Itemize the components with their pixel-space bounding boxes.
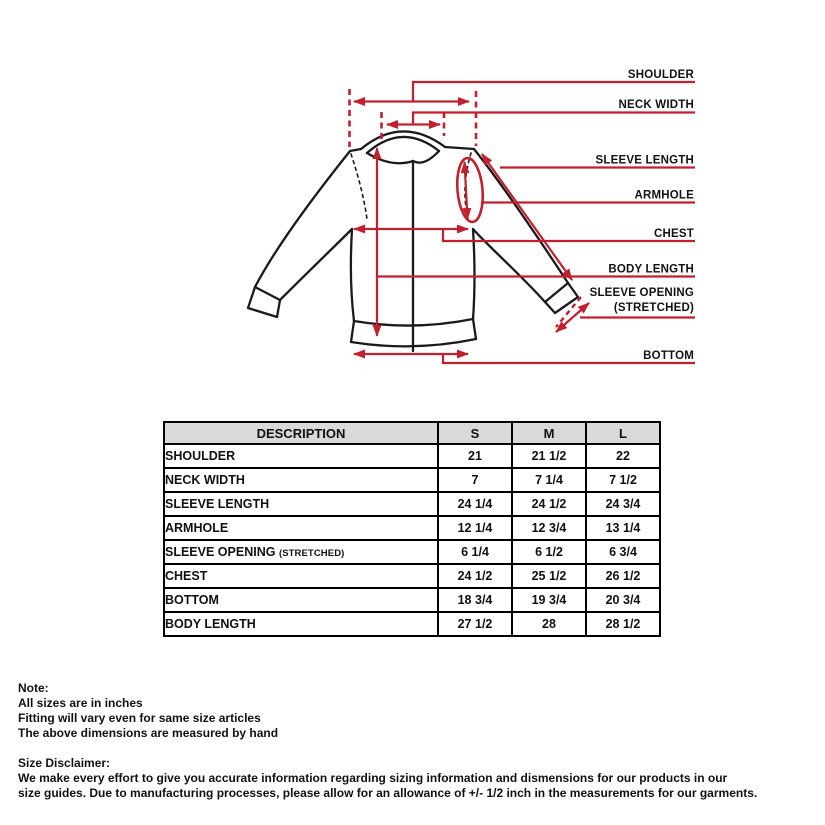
cell-s: 12 1/4 — [438, 516, 512, 540]
cell-m: 19 3/4 — [512, 588, 586, 612]
cell-m: 7 1/4 — [512, 468, 586, 492]
cell-m: 24 1/2 — [512, 492, 586, 516]
cell-s: 21 — [438, 444, 512, 468]
cell-l: 7 1/2 — [586, 468, 660, 492]
cell-l: 28 1/2 — [586, 612, 660, 636]
armhole-label: ARMHOLE — [634, 189, 694, 202]
note-title: Note: — [18, 681, 49, 695]
cell-s: 6 1/4 — [438, 540, 512, 564]
cell-s: 7 — [438, 468, 512, 492]
cell-m: 21 1/2 — [512, 444, 586, 468]
sleeve-length-label: SLEEVE LENGTH — [595, 154, 694, 167]
spacer — [18, 741, 808, 756]
row-label: SLEEVE LENGTH — [165, 497, 270, 511]
table-row — [164, 540, 660, 564]
cell-l: 20 3/4 — [586, 588, 660, 612]
note-line: Fitting will vary even for same size articles — [18, 711, 261, 725]
col-header-l: L — [586, 422, 660, 444]
row-label: SHOULDER — [165, 449, 236, 463]
cell-m: 28 — [512, 612, 586, 636]
table-row — [164, 492, 660, 516]
armhole-arrow — [465, 162, 468, 219]
row-label: BOTTOM — [165, 593, 219, 607]
cell-s: 27 1/2 — [438, 612, 512, 636]
table-row — [164, 468, 660, 492]
jacket-measurement-diagram — [0, 0, 825, 412]
table-header-row — [164, 422, 660, 444]
neck-width-leader — [413, 113, 695, 125]
row-label: SLEEVE OPENING — [165, 545, 276, 559]
cell-l: 6 3/4 — [586, 540, 660, 564]
shoulder-label: SHOULDER — [627, 69, 694, 81]
row-label: BODY LENGTH — [165, 617, 256, 631]
sleeve-opening-label: SLEEVE OPENING — [589, 287, 694, 299]
disclaimer-line: We make every effort to give you accurate information regarding sizing information and dismensions for our products in our — [18, 771, 728, 785]
cell-s: 24 1/4 — [438, 492, 512, 516]
disclaimer-line: size guides. Due to manufacturing processes, please allow for an allowance of +/- 1/2 inch in the measurements for our garments. — [18, 786, 758, 800]
cell-m: 25 1/2 — [512, 564, 586, 588]
note-line: All sizes are in inches — [18, 696, 143, 710]
sleeve-opening-label2: (STRETCHED) — [613, 302, 694, 314]
col-header-description: DESCRIPTION — [164, 422, 438, 444]
cell-l: 24 3/4 — [586, 492, 660, 516]
sleeve-length-arrow — [482, 154, 572, 280]
cell-m: 6 1/2 — [512, 540, 586, 564]
size-table — [163, 421, 661, 637]
row-label: CHEST — [165, 569, 208, 583]
row-label: ARMHOLE — [165, 521, 229, 535]
disclaimer-title: Size Disclaimer: — [18, 756, 111, 770]
bottom-label: BOTTOM — [643, 350, 694, 362]
cell-l: 22 — [586, 444, 660, 468]
table-row — [164, 516, 660, 540]
cell-s: 24 1/2 — [438, 564, 512, 588]
table-row — [164, 444, 660, 468]
note-line: The above dimensions are measured by hand — [18, 726, 279, 740]
body-length-label: BODY LENGTH — [608, 263, 694, 276]
col-header-m: M — [512, 422, 586, 444]
neck-width-label: NECK WIDTH — [618, 99, 694, 111]
measurement-annotations — [350, 82, 696, 363]
chest-label: CHEST — [654, 228, 694, 240]
table-row — [164, 612, 660, 636]
cell-s: 18 3/4 — [438, 588, 512, 612]
cell-l: 26 1/2 — [586, 564, 660, 588]
size-table-container — [163, 421, 659, 637]
cell-l: 13 1/4 — [586, 516, 660, 540]
table-row — [164, 588, 660, 612]
table-row — [164, 564, 660, 588]
armhole-ellipse — [455, 157, 485, 223]
cell-m: 12 3/4 — [512, 516, 586, 540]
notes-section — [18, 681, 808, 801]
row-label: NECK WIDTH — [165, 473, 245, 487]
row-label-suffix: (STRETCHED) — [278, 548, 345, 559]
col-header-s: S — [438, 422, 512, 444]
